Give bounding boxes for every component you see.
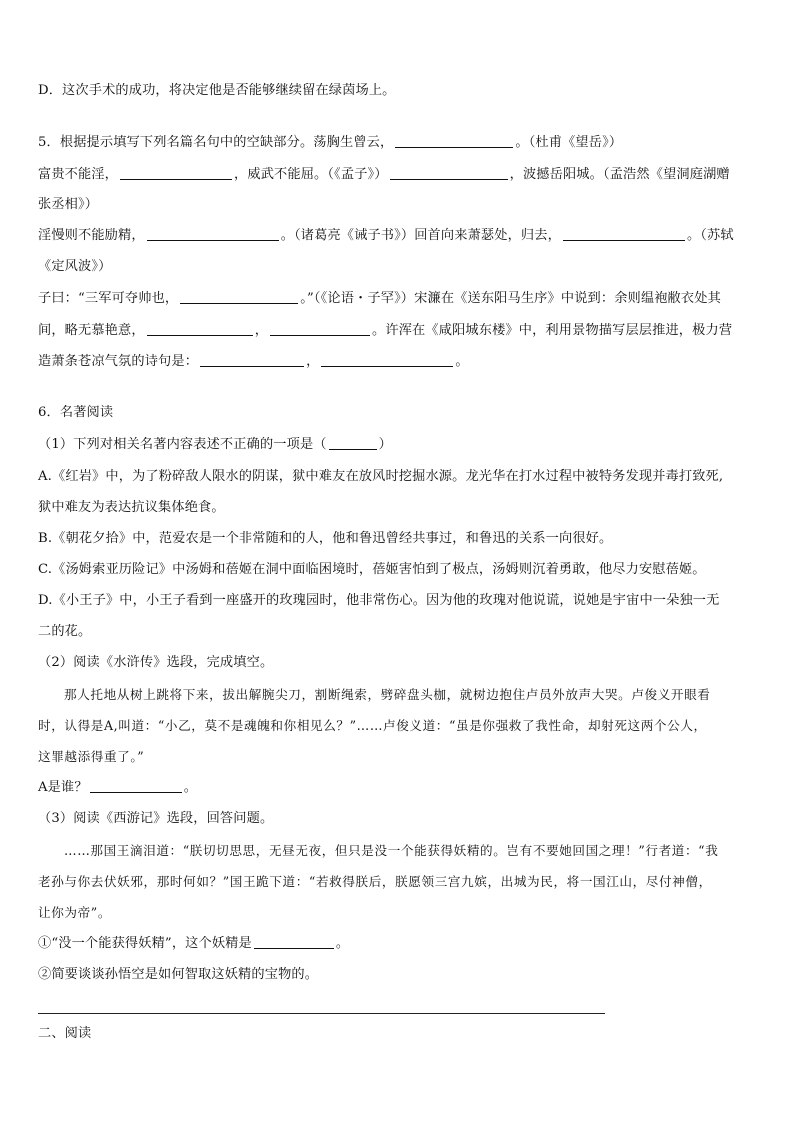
passage-2-line-2	[38, 716, 707, 736]
option-a-line-1	[38, 467, 723, 487]
text: 。（杜甫《望岳》）	[515, 135, 623, 150]
answer-blank[interactable]	[390, 165, 508, 180]
text: 造萧条苍凉气氛的诗句是：	[38, 354, 199, 369]
question-6-2-stem	[38, 653, 273, 673]
text: 《定风波》）	[38, 259, 112, 274]
answer-blank[interactable]	[147, 226, 279, 241]
answer-blank[interactable]	[200, 352, 304, 367]
text: D．这次手术的成功，将决定他是否能够继续留在绿茵场上。	[38, 83, 396, 98]
sub-question-1	[38, 934, 349, 954]
text: 富贵不能淫，	[38, 167, 119, 182]
text: 。	[183, 780, 198, 795]
text: 这罪越添得重了。”	[38, 749, 145, 764]
choice-blank[interactable]	[329, 435, 377, 450]
passage-2-line-3	[38, 747, 144, 767]
option-b-line	[38, 529, 612, 549]
text: ①“没一个能获得妖精”，这个妖精是	[38, 936, 252, 951]
question-5-line-1	[38, 133, 622, 153]
text: （3）阅读《西游记》选段，回答问题。	[38, 811, 274, 826]
sub-question-2	[38, 965, 318, 985]
text: ……那国王滴泪道：“朕切切思思，无昼无夜，但只是没一个能获得妖精的。岂有不要她回国之理！”行者道：“我	[64, 843, 719, 858]
question-5-line-4	[38, 226, 734, 246]
question-6-3-stem	[38, 809, 273, 829]
passage-3-line-1	[64, 841, 718, 861]
text: 那人托地从树上跳将下来，拔出解腕尖刀，割断绳索，劈碎盘头枷，就树边抱住卢员外放声大哭。卢俊义开眼看	[64, 687, 711, 702]
answer-blank[interactable]	[147, 321, 253, 336]
answer-blank[interactable]	[563, 226, 685, 241]
text: 。	[455, 354, 469, 369]
passage-3-line-3	[38, 903, 111, 923]
question-5-line-5	[38, 257, 111, 277]
answer-a-line	[38, 778, 197, 798]
question-5-line-6	[38, 289, 721, 309]
option-c-line	[38, 560, 706, 580]
question-5-line-7	[38, 321, 732, 341]
question-5-line-8	[38, 352, 469, 372]
text: D.《小王子》中，小王子看到一座盛开的玫瑰园时，他非常伤心。因为他的玫瑰对他说谎，说她是宇宙中一朵独一无	[38, 593, 720, 608]
text: 。许浑在《咸阳城东楼》中，利用景物描写层层推进，极力营	[372, 323, 733, 338]
text: 张丞相》）	[38, 197, 99, 212]
passage-2-line-1	[64, 685, 711, 705]
text: ）	[378, 437, 392, 452]
option-a-line-2	[38, 498, 225, 518]
text: A.《红岩》中，为了粉碎敌人限水的阴谋，狱中难友在放风时挖掘水源。龙光华在打水过程中被特务发现并毒打致死,	[38, 469, 724, 484]
passage-3-line-2	[38, 872, 712, 892]
text: ，	[306, 354, 320, 369]
text: 老孙与你去伏妖邪，那时何如？”国王跪下道：“若救得朕后，朕愿领三宫九嫔，出城为民，将一国江山，尽付神僧，	[38, 874, 712, 889]
option-d-line-1	[38, 591, 719, 611]
answer-blank[interactable]	[120, 165, 232, 180]
text: 。”（《论语・子罕》）宋濂在《送东阳马生序》中说到：余则缊袍敝衣处其	[300, 291, 721, 306]
text: B.《朝花夕拾》中，范爱农是一个非常随和的人，他和鲁迅曾经共事过，和鲁迅的关系一向很好。	[38, 531, 613, 546]
text: 。（苏轼	[686, 228, 734, 243]
text: （2）阅读《水浒传》选段，完成填空。	[38, 655, 274, 670]
answer-blank[interactable]	[90, 778, 182, 793]
text: 狱中难友为表达抗议集体绝食。	[38, 500, 225, 515]
text: 5．根据提示填写下列名篇名句中的空缺部分。荡胸生曾云，	[38, 135, 394, 150]
answer-blank[interactable]	[395, 133, 513, 148]
text: ，	[254, 323, 269, 338]
text: C.《汤姆索亚历险记》中汤姆和蓓姬在洞中面临困境时，蓓姬害怕到了极点，汤姆则沉着勇敢，他尽力安慰蓓姬。	[38, 562, 706, 577]
text: 6．名著阅读	[38, 405, 114, 420]
text: ②简要谈谈孙悟空是如何智取这妖精的宝物的。	[38, 967, 319, 982]
text: ，威武不能屈。（《孟子》）	[234, 167, 388, 182]
text: （1）下列对相关名著内容表述不正确的一项是（	[38, 437, 327, 452]
text: 二的花。	[38, 624, 92, 639]
answer-line[interactable]	[38, 1013, 605, 1014]
question-5-line-2	[38, 165, 730, 185]
text: 淫慢则不能励精，	[38, 228, 145, 243]
option-d-line	[38, 81, 396, 101]
text: 。（诸葛亮《诫子书》）回首向来萧瑟处，归去，	[280, 228, 561, 243]
question-6-1-stem	[38, 435, 392, 455]
answer-blank[interactable]	[321, 352, 453, 367]
text: 。	[335, 936, 350, 951]
text: ，波撼岳阳城。（孟浩然《望洞庭湖赠	[509, 167, 730, 182]
answer-blank[interactable]	[270, 321, 370, 336]
section-2-heading	[38, 1024, 91, 1044]
answer-blank[interactable]	[254, 934, 334, 949]
answer-blank[interactable]	[180, 289, 298, 304]
text: 二、阅读	[38, 1026, 92, 1041]
text: 子曰：“三军可夺帅也，	[38, 291, 179, 306]
question-6-heading	[38, 403, 113, 423]
text: 时，认得是A,叫道：“小乙，莫不是魂魄和你相见么？”……卢俊义道：“虽是你强救了我性命，却射死这两个公人，	[38, 718, 707, 733]
text: A是谁？	[38, 780, 88, 795]
option-d-line-2	[38, 622, 91, 642]
text: 让你为帝”。	[38, 905, 112, 920]
question-5-line-3	[38, 195, 98, 215]
text: 间，略无慕艳意，	[38, 323, 145, 338]
